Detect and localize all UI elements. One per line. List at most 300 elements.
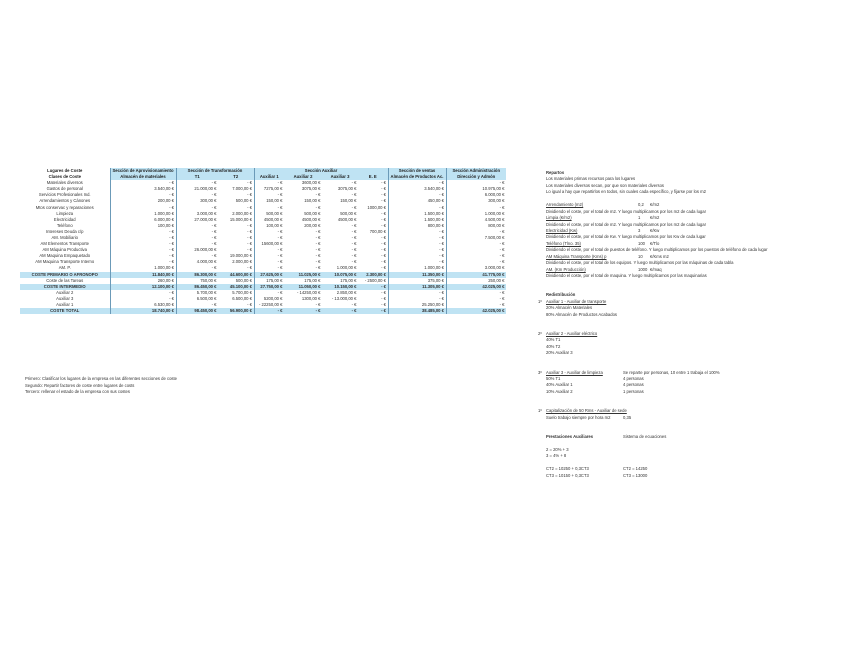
value-cell: 3.000,00 € [446, 266, 506, 272]
value-cell: 1.000,00 € [110, 211, 176, 217]
value-cell: 200,00 € [110, 198, 176, 204]
value-cell: 12.100,00 € [110, 284, 176, 290]
criterion-label: AM Máquina Transporte (Kms) p [546, 253, 607, 259]
header-section: Sección de Aprovisionamiento [110, 168, 176, 174]
criterion-unit: €/maq [650, 266, 662, 272]
value-cell: - € [351, 180, 357, 186]
value-cell: 86.300,00 € [176, 272, 218, 278]
value-cell: 175,00 € [304, 277, 321, 283]
value-cell: 150,00 € [340, 198, 357, 204]
criterion-value: 10 [638, 253, 643, 259]
row-label: Teléfono [56, 222, 73, 228]
step-note: Se reparte por personas, 10 entre 1 trabaja el 100% [623, 369, 720, 375]
value-cell: - € [254, 247, 284, 253]
criterion-value: 0,2 [638, 202, 644, 208]
criterion-label: Electricidad (Kw) [546, 227, 578, 233]
value-cell: - € [381, 247, 386, 253]
step-line: 20% Almacén Materiales [546, 305, 593, 311]
value-cell: 27.625,00 € [254, 272, 284, 278]
row-label: Auxiliar 3 [56, 295, 74, 301]
value-cell: - € [247, 204, 252, 210]
value-cell: 700,00 € [369, 228, 386, 234]
value-cell: 26.000,00 € [176, 247, 218, 253]
value-cell: - € [351, 259, 357, 265]
value-cell: 4500,00 € [254, 217, 284, 223]
value-cell: 7.500,00 € [446, 235, 506, 241]
value-cell: - € [315, 192, 321, 198]
aux-right: Sistema de ecuaciones [623, 433, 667, 439]
row-label: AM. Mobiliario [51, 235, 79, 240]
value-cell: - € [388, 192, 446, 198]
note-line: Tercero: rellenar el estado de la empresa con sus costes [25, 389, 130, 395]
value-cell: 42.025,00 € [446, 284, 506, 290]
value-cell: - € [176, 302, 218, 308]
value-cell: - € [358, 308, 388, 314]
step-line: 40% T1 [546, 337, 561, 343]
value-cell: - € [446, 302, 506, 308]
value-cell: - € [381, 192, 386, 198]
value-cell: - € [381, 265, 386, 271]
criterion-unit: €/m2 [650, 215, 660, 221]
note-line: Primero: Clasificar los lugares de la empresa en las diferentes secciones de coste [25, 376, 177, 381]
row-label: AM Maquina Transporte Interno [35, 259, 95, 265]
criterion-description: Dividiendo el coste, por el total de m2. Y luego multiplicamos por los m2 de cada lugar [546, 221, 706, 227]
note-line: Segundo: Repartir factores de coste entre lugares de costs [25, 382, 135, 388]
value-cell: - € [254, 266, 284, 272]
value-cell: - € [110, 235, 176, 241]
step-line: 10% Auxiliar 2 [546, 388, 573, 394]
criterion-description: Dividiendo el coste, por el total de puestos de teléfono. Y luego multiplicamos por los puestos de teléfono de cada lugar [546, 247, 768, 253]
value-cell: 11.840,00 € [110, 272, 176, 278]
value-cell: - € [254, 253, 284, 259]
row-label: Limpieza [56, 210, 74, 216]
value-cell: - € [110, 229, 176, 235]
value-cell: - € [110, 205, 176, 211]
value-cell: 3.540,00 € [388, 186, 446, 192]
value-cell: 6.530,00 € [110, 302, 176, 308]
criterion-description: Dividiendo el coste, por el total de los equipos. Y luego multiplicamos por las máquinas de cada tabla [546, 260, 734, 266]
header-section: Sección de ventas [388, 168, 446, 174]
equation-right: CT2 = 14250 [623, 466, 648, 472]
value-cell: 800,00 € [446, 223, 506, 229]
value-cell: 98.450,00 € [176, 308, 218, 314]
value-cell: - € [381, 198, 386, 204]
value-cell: 250,00 € [446, 278, 506, 284]
criterion-value: 1 [638, 215, 641, 221]
row-label: Gastos de personal [46, 186, 83, 192]
value-cell: 19.000,00 € [229, 253, 252, 259]
value-cell: - € [381, 259, 386, 265]
row-label: COSTE INTERMEDIO [20, 284, 110, 290]
value-cell: - € [381, 253, 386, 259]
step-title: Auxiliar 3 - Auxiliar de limpieza [546, 369, 603, 375]
value-cell: - € [254, 290, 284, 296]
value-cell: - € [315, 247, 321, 253]
value-cell: - € [381, 295, 386, 301]
value-cell: 44.600,00 € [218, 272, 254, 278]
value-cell: - € [110, 192, 176, 198]
value-cell: - € [110, 253, 176, 259]
step-line: 80% Almacén de Productos Acabados [546, 311, 618, 317]
value-cell: - € [388, 253, 446, 259]
value-cell: - € [315, 259, 321, 265]
value-cell: - € [110, 247, 176, 253]
value-cell: - € [254, 180, 284, 186]
value-cell: 2.300,00 € [358, 272, 388, 278]
value-cell: - € [254, 192, 284, 198]
value-cell: 5.700,00 € [232, 289, 252, 295]
value-cell: - € [247, 228, 252, 234]
value-cell: 100,00 € [254, 223, 284, 229]
repartos-line: Lo igual a hay que repartirlos en todos, sin cuales cada específico, y fijarse por los m2 [546, 189, 706, 195]
step-line-value: 0,35 [623, 414, 632, 420]
value-cell: 27.750,00 € [254, 284, 284, 290]
step-line-value: 4 personas [623, 376, 644, 381]
equation: 3 = 4% + 8 [546, 453, 567, 459]
row-label: Auxiliar 2 [56, 289, 74, 295]
value-cell: - € [254, 205, 284, 211]
value-cell: 3.540,00 € [110, 186, 176, 192]
value-cell: 300,00 € [176, 198, 218, 204]
value-cell: - € [446, 247, 506, 253]
value-cell: 18.740,00 € [110, 308, 176, 314]
criterion-label: Limpia (€/m2) [546, 215, 572, 221]
value-cell: 15600,00 € [254, 241, 284, 247]
step-number: 1º [538, 298, 542, 304]
criterion-value: 1000 [638, 266, 648, 272]
instructions-notes [25, 376, 177, 396]
criterion-value: 3 [638, 227, 641, 233]
value-cell: - € [388, 296, 446, 302]
value-cell: - € [388, 180, 446, 186]
step-number: 2º [538, 330, 542, 336]
value-cell: - € [446, 180, 506, 186]
value-cell: - € [315, 228, 321, 234]
value-cell: - € [315, 204, 321, 210]
value-cell: 375,00 € [388, 278, 446, 284]
value-cell: - € [176, 205, 218, 211]
value-cell: 7275,00 € [254, 186, 284, 192]
equation-left: CT2 = 10250 + 0,3CT3 [546, 466, 589, 472]
value-cell: 3075,00 € [337, 186, 357, 192]
repartos-line: Los materiales primas recursos para los lugares [546, 176, 636, 182]
criterion-description: Dividiendo el coste, por el total de m2. Y luego multiplicamos por los m2 de cada lugar [546, 208, 706, 214]
value-cell: 175,00 € [340, 277, 357, 283]
value-cell: 45.100,00 € [218, 284, 254, 290]
value-cell: - € [446, 259, 506, 265]
value-cell: - 13.000,00 € [331, 295, 357, 301]
step-line: 20% Auxiliar 3 [546, 350, 573, 356]
value-cell: 6.000,00 € [110, 217, 176, 223]
value-cell: 4.500,00 € [446, 217, 506, 223]
value-cell: 11.305,00 € [388, 284, 446, 290]
repartos-line: Los materiales diversos secan, por que son materiales diversos [546, 182, 665, 188]
value-cell: 1.500,00 € [388, 211, 446, 217]
value-cell: 11.025,00 € [284, 272, 322, 278]
row-label: Auxiliar 1 [56, 302, 74, 307]
value-cell: 1.500,00 € [388, 217, 446, 223]
criterion-label: AM. (Km Producción) [546, 266, 586, 272]
value-cell: - € [247, 222, 252, 228]
step-title: Capitalización de 50 Rms - Auxiliar de sede [546, 408, 627, 414]
value-cell: 2.000,00 € [232, 259, 252, 265]
value-cell: 260,00 € [110, 278, 176, 284]
value-cell: - € [247, 235, 252, 240]
value-cell: 42.025,00 € [446, 308, 506, 314]
value-cell: - € [381, 289, 386, 295]
value-cell: - € [388, 235, 446, 241]
value-cell: 7.000,00 € [232, 186, 252, 192]
column-header: Almacén de materiales [110, 174, 176, 180]
column-header: Auxiliar 1 [254, 174, 284, 180]
value-cell: 200,00 € [304, 222, 321, 228]
equation-left: CT3 = 10150 + 0,3CT3 [546, 472, 589, 478]
column-header: Almacén de Productos Ac. [388, 174, 446, 180]
value-cell: - € [388, 205, 446, 211]
value-cell: - € [351, 241, 357, 247]
criterion-label: Arrendamiento (m2) [546, 202, 584, 208]
value-cell: - € [381, 222, 386, 228]
step-line: 40% T2 [546, 343, 561, 349]
step-title: Auxiliar 2 - Auxiliar eléctrico [546, 330, 598, 336]
column-header: Clases de Coste [20, 174, 110, 180]
value-cell: - € [247, 192, 252, 198]
value-cell: 3075,00 € [301, 186, 321, 192]
value-cell: - € [254, 308, 284, 314]
equation: 2 = 20% + 3 [546, 446, 569, 452]
value-cell: - € [381, 186, 386, 192]
value-cell: - € [315, 241, 321, 247]
criterion-unit: €/m2 [650, 202, 660, 208]
value-cell: - € [254, 235, 284, 241]
step-line: 50% T1 [546, 376, 561, 381]
column-header: E. E [358, 174, 388, 180]
value-cell: - € [381, 235, 386, 240]
row-label: Servicios Profesionales Ind. [38, 192, 91, 198]
value-cell: 10.075,00 € [322, 272, 358, 278]
value-cell: - 14250,00 € [296, 289, 321, 295]
value-cell: 150,00 € [304, 198, 321, 204]
row-label: AM. P. [58, 265, 71, 271]
value-cell: - € [381, 241, 386, 247]
value-cell: - € [351, 302, 357, 307]
value-cell: 3.000,00 € [176, 211, 218, 217]
value-cell: 6.500,00 € [176, 296, 218, 302]
value-cell: 500,00 € [304, 210, 321, 216]
value-cell: - € [176, 241, 218, 247]
value-cell: 5.700,00 € [176, 290, 218, 296]
value-cell: - € [446, 241, 506, 247]
value-cell: - € [358, 284, 388, 290]
value-cell: - € [351, 253, 357, 259]
value-cell: - € [315, 265, 321, 271]
value-cell: - € [247, 247, 252, 253]
value-cell: - € [446, 253, 506, 259]
row-label: AM Elementos Transporte [40, 241, 89, 247]
value-cell: - € [247, 265, 252, 271]
value-cell: 27.000,00 € [176, 217, 218, 223]
step-line-value: 4 personas [623, 382, 644, 388]
header-section: Sección de Transformación [176, 168, 254, 174]
value-cell: 41.775,00 € [446, 272, 506, 278]
value-cell: - € [110, 290, 176, 296]
value-cell: - 2500,00 € [364, 277, 386, 283]
value-cell: 21.000,00 € [176, 186, 218, 192]
row-label: AM Maquina Empaquetado [39, 253, 91, 259]
value-cell: 6.000,00 € [446, 192, 506, 198]
value-cell: - € [110, 296, 176, 302]
value-cell: 25.250,00 € [388, 302, 446, 308]
value-cell: 2.850,00 € [336, 289, 357, 295]
value-cell: - € [446, 229, 506, 235]
row-label: Materiales diversos [46, 180, 83, 186]
column-header: Dirección y Admón [446, 174, 506, 180]
header-section: Sección Administración [446, 168, 506, 174]
row-label: Arrendamientos y Cánones [39, 198, 91, 204]
value-cell: 175,00 € [254, 278, 284, 284]
value-cell: - € [284, 308, 322, 314]
row-label: Coste de las Tareas [46, 277, 84, 283]
value-cell: - € [176, 229, 218, 235]
value-cell: 11.050,00 € [284, 284, 322, 290]
value-cell: 500,00 € [235, 277, 252, 283]
value-cell: 6.500,00 € [232, 295, 252, 301]
value-cell: 1.000,00 € [388, 266, 446, 272]
value-cell: - € [315, 302, 321, 307]
value-cell: 450,00 € [388, 198, 446, 204]
value-cell: 750,00 € [176, 278, 218, 284]
value-cell: 11.350,00 € [388, 272, 446, 278]
value-cell: - 22250,00 € [254, 302, 284, 308]
value-cell: - € [322, 308, 358, 314]
value-cell: 5200,00 € [254, 296, 284, 302]
row-label: Electricidad [53, 216, 76, 222]
value-cell: 38.485,00 € [388, 308, 446, 314]
step-line-value: 1 personas [623, 388, 644, 394]
value-cell: - € [388, 259, 446, 265]
value-cell: - € [446, 296, 506, 302]
value-cell: 500,00 € [340, 210, 357, 216]
criterion-unit: €/Tlo [650, 240, 660, 246]
value-cell: - € [351, 192, 357, 198]
value-cell: - € [381, 216, 386, 222]
column-header: T2 [218, 174, 254, 180]
value-cell: - € [381, 302, 386, 307]
value-cell: - € [254, 229, 284, 235]
value-cell: - € [381, 210, 386, 216]
value-cell: 10.975,00 € [446, 186, 506, 192]
redistribution-title: Redistribución [546, 292, 576, 298]
column-header: T1 [176, 174, 218, 180]
row-label: Intereses Deuda c/p [46, 228, 84, 234]
value-cell: - € [247, 241, 252, 247]
equation-right: CT3 = 13000 [623, 472, 648, 478]
step-line: 40% Auxiliar 1 [546, 382, 573, 388]
value-cell: - € [388, 241, 446, 247]
value-cell: 2.000,00 € [232, 210, 252, 216]
value-cell: 86.450,00 € [176, 284, 218, 290]
value-cell: 800,00 € [388, 223, 446, 229]
value-cell: 3600,00 € [301, 180, 321, 186]
criterion-value: 100 [638, 240, 645, 246]
value-cell: - € [351, 235, 357, 240]
value-cell: - € [388, 229, 446, 235]
repartos-title: Repartos [546, 170, 565, 175]
value-cell: 1.000,00 € [110, 266, 176, 272]
value-cell: 4500,00 € [337, 216, 357, 222]
value-cell: 56.900,00 € [218, 308, 254, 314]
value-cell: 4500,00 € [301, 216, 321, 222]
value-cell: - € [351, 222, 357, 228]
value-cell: - € [176, 235, 218, 241]
explanation-panel [538, 170, 838, 479]
value-cell: - € [388, 290, 446, 296]
step-line: Suelo trabajo siempre por hora m2 [546, 414, 611, 420]
step-title: Auxiliar 1 - Auxiliar de transporte [546, 298, 607, 304]
value-cell: - € [381, 180, 386, 186]
value-cell: 15.000,00 € [229, 216, 252, 222]
value-cell: - € [110, 241, 176, 247]
value-cell: 1.000,00 € [336, 265, 357, 271]
cost-distribution-table [20, 168, 506, 314]
header-section: Sección Auxiliar [254, 168, 388, 174]
criterion-label: Teléfono (Tlno. 35) [546, 240, 581, 246]
criterion-description: Dividiendo el coste, por el total de maquina. Y luego multiplicamos por las maquinarias [546, 273, 707, 278]
step-number: 1º [538, 408, 542, 414]
value-cell: - € [176, 192, 218, 198]
total-row-final [20, 308, 506, 314]
value-cell: - € [351, 247, 357, 253]
value-cell: 1300,00 € [301, 295, 321, 301]
value-cell: - € [176, 266, 218, 272]
value-cell: 10.150,00 € [322, 284, 358, 290]
step-number: 3º [538, 369, 542, 375]
value-cell: - € [351, 228, 357, 234]
value-cell: 1000,00 € [367, 204, 386, 210]
row-label: COSTE TOTAL [20, 308, 110, 314]
value-cell: 4.000,00 € [176, 259, 218, 265]
criterion-unit: €/Kms m2 [650, 253, 669, 259]
column-header: Auxiliar 3 [322, 174, 358, 180]
criterion-unit: €/Kw [650, 227, 660, 233]
value-cell: 1.000,00 € [446, 211, 506, 217]
aux-title: Prestaciones Auxiliares [546, 433, 594, 439]
value-cell: - € [247, 180, 252, 186]
value-cell: - € [247, 302, 252, 307]
value-cell: - € [254, 259, 284, 265]
value-cell: - € [315, 253, 321, 259]
value-cell: - € [446, 205, 506, 211]
value-cell: - € [315, 235, 321, 240]
value-cell: - € [388, 247, 446, 253]
value-cell: 500,00 € [235, 198, 252, 204]
value-cell: - € [176, 180, 218, 186]
row-label: COSTE PRIMARIO O AFRONOPO [20, 272, 110, 278]
value-cell: 500,00 € [254, 211, 284, 217]
value-cell: - € [351, 204, 357, 210]
value-cell: - € [176, 253, 218, 259]
header-cost-places: Lugares de Coste [20, 168, 110, 174]
value-cell: 150,00 € [254, 198, 284, 204]
criterion-description: Dividiendo el coste, por el total de Kw. Y luego multiplicamos por los Kw de cada lugar [546, 234, 706, 240]
value-cell: 100,00 € [110, 223, 176, 229]
value-cell: - € [110, 180, 176, 186]
column-header: Auxiliar 2 [284, 174, 322, 180]
value-cell: 300,00 € [446, 198, 506, 204]
value-cell: - € [110, 259, 176, 265]
row-label: AM Máquina Productiva [42, 247, 87, 253]
row-label: Mtos conservac y reparaciones [35, 204, 94, 210]
